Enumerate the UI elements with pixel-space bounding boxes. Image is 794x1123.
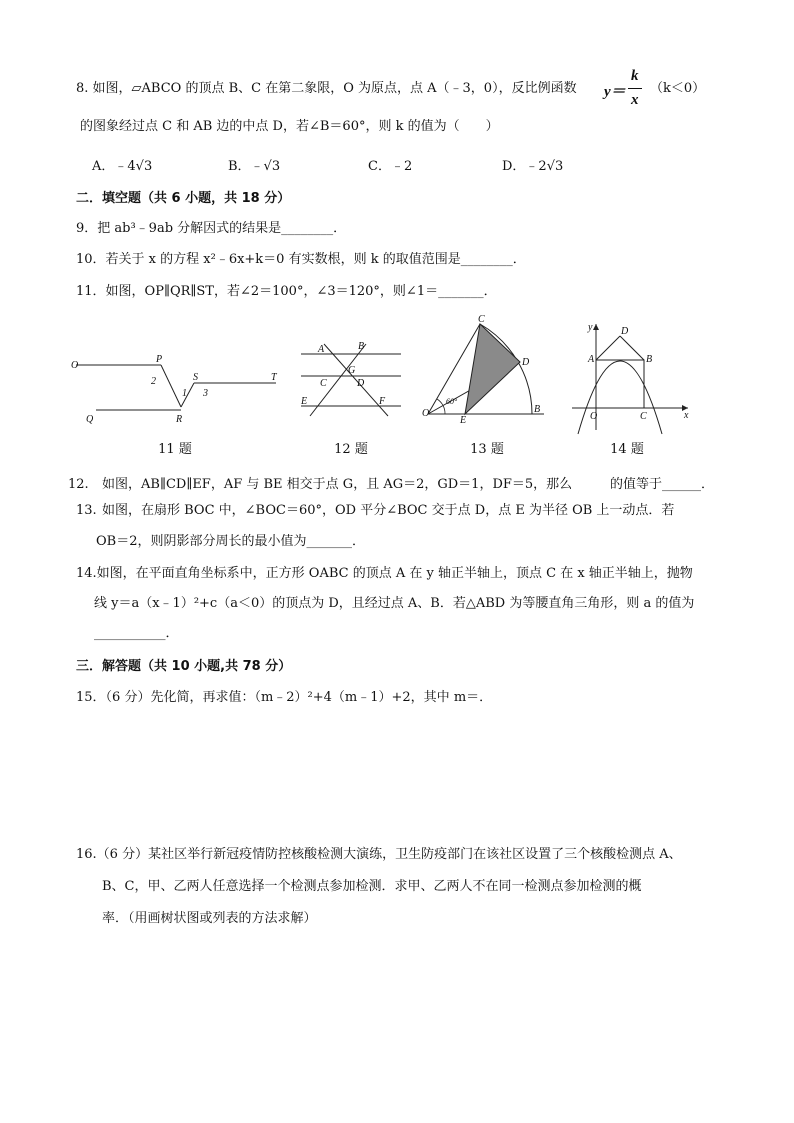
q9: 9．把 ab³﹣9ab 分解因式的结果是________． [76, 221, 347, 236]
q8-formula-denominator: x [631, 92, 639, 108]
fig12-label-b: B [358, 341, 365, 352]
q16-line1: 16.（6 分）某社区举行新冠疫情防控核酸检测大演练，卫生防疫部门在该社区设置了三个核酸检测点 A、 [76, 847, 682, 862]
section-heading-answer: 三．解答题（共 10 小题,共 78 分） [76, 659, 292, 674]
q8-choice-b: B．﹣√3 [228, 159, 281, 174]
figure-11 [66, 350, 286, 434]
fig11-label-2: 2 [151, 376, 156, 387]
figure-12 [296, 336, 406, 432]
section-heading-fill-blank: 二．填空题（共 6 小题，共 18 分） [76, 191, 291, 206]
fig13-label-o: O [422, 408, 430, 419]
q14-line1: 14.如图，在平面直角坐标系中，正方形 OABC 的顶点 A 在 y 轴正半轴上，顶点 C 在 x 轴正半轴上，抛物 [76, 566, 693, 581]
figure-13 [420, 312, 550, 428]
fig13-label-e: E [460, 415, 467, 424]
fig13-label-d: D [522, 357, 530, 368]
q8-choice-d: D．﹣2√3 [502, 159, 564, 174]
fig14-label-d: D [621, 326, 629, 337]
fig11-label-p: P [156, 354, 163, 365]
q8-choice-c: C．﹣2 [368, 159, 413, 174]
q14-line3: ___________． [94, 626, 179, 641]
fig11-label-q: Q [86, 414, 94, 425]
q12-tail: 的值等于______． [610, 477, 715, 492]
q11: 11．如图，OP∥QR∥ST，若∠2＝100°，∠3＝120°，则∠1＝_______． [76, 284, 497, 299]
fig11-label-s: S [193, 372, 198, 383]
fig14-label-a: A [588, 354, 595, 365]
caption-fig12: 12 题 [334, 442, 368, 457]
fig14-label-b: B [646, 354, 653, 365]
fig14-label-o: O [590, 411, 598, 422]
fig11-label-t: T [271, 372, 277, 383]
q8-line2: 的图象经过点 C 和 AB 边的中点 D，若∠B＝60°，则 k 的值为（ ） [80, 119, 499, 134]
q13-line1: 如图，在扇形 BOC 中，∠BOC＝60°，OD 平分∠BOC 交于点 D，点 E 为半径 OB 上一动点．若 [102, 503, 675, 518]
figure-14 [566, 318, 696, 440]
fig12-label-g: G [348, 365, 356, 376]
fig13-label-angle: 60° [446, 397, 458, 406]
q13-line2: OB＝2，则阴影部分周长的最小值为_______． [96, 534, 365, 549]
q16-line3: 率．（用画树状图或列表的方法求解） [102, 911, 317, 926]
fig12-label-f: F [379, 396, 386, 407]
q15: 15．（6 分）先化简，再求值：（m﹣2）²+4（m﹣1）+2，其中 m＝． [76, 690, 493, 705]
fig14-label-c: C [640, 411, 647, 422]
q12-text: 如图，AB∥CD∥EF，AF 与 BE 相交于点 G，且 AG＝2，GD＝1，DF＝5，那么 [102, 477, 573, 492]
fig11-label-o: O [71, 360, 79, 371]
fig12-label-d: D [357, 378, 365, 389]
q8-formula-numerator: k [631, 68, 639, 84]
q10: 10．若关于 x 的方程 x²﹣6x+k＝0 有实数根，则 k 的取值范围是________． [76, 252, 526, 267]
caption-fig13: 13 题 [470, 442, 504, 457]
fig11-label-3: 3 [203, 388, 208, 399]
fig13-label-c: C [478, 314, 485, 325]
fig14-label-y: y [588, 322, 593, 333]
fig11-label-1: 1 [182, 388, 187, 399]
q8-choice-a: A．﹣4√3 [92, 159, 153, 174]
fig13-label-b: B [534, 404, 541, 415]
fig14-label-x: x [684, 410, 689, 421]
q8-line1: 8. 如图，▱ABCO 的顶点 B、C 在第二象限，O 为原点，点 A（﹣3，0），反比例函数 [76, 81, 577, 96]
fig12-label-c: C [320, 378, 327, 389]
fraction-bar [628, 88, 642, 89]
q8-formula-condition: （k＜0） [650, 81, 706, 96]
caption-fig11: 11 题 [158, 442, 192, 457]
fig12-label-a: A [318, 344, 325, 355]
q12-number: 12. [68, 477, 89, 492]
fig11-label-r: R [176, 414, 183, 425]
q16-line2: B、C，甲、乙两人任意选择一个检测点参加检测．求甲、乙两人不在同一检测点参加检测的概 [102, 879, 642, 894]
q14-line2: 线 y＝a（x﹣1）²+c（a＜0）的顶点为 D，且经过点 A、B．若△ABD 为等腰直角三角形，则 a 的值为 [94, 596, 695, 611]
q13-number: 13. [76, 503, 97, 518]
caption-fig14: 14 题 [610, 442, 644, 457]
fig12-label-e: E [301, 396, 308, 407]
q8-formula-y: y＝ [604, 84, 626, 100]
